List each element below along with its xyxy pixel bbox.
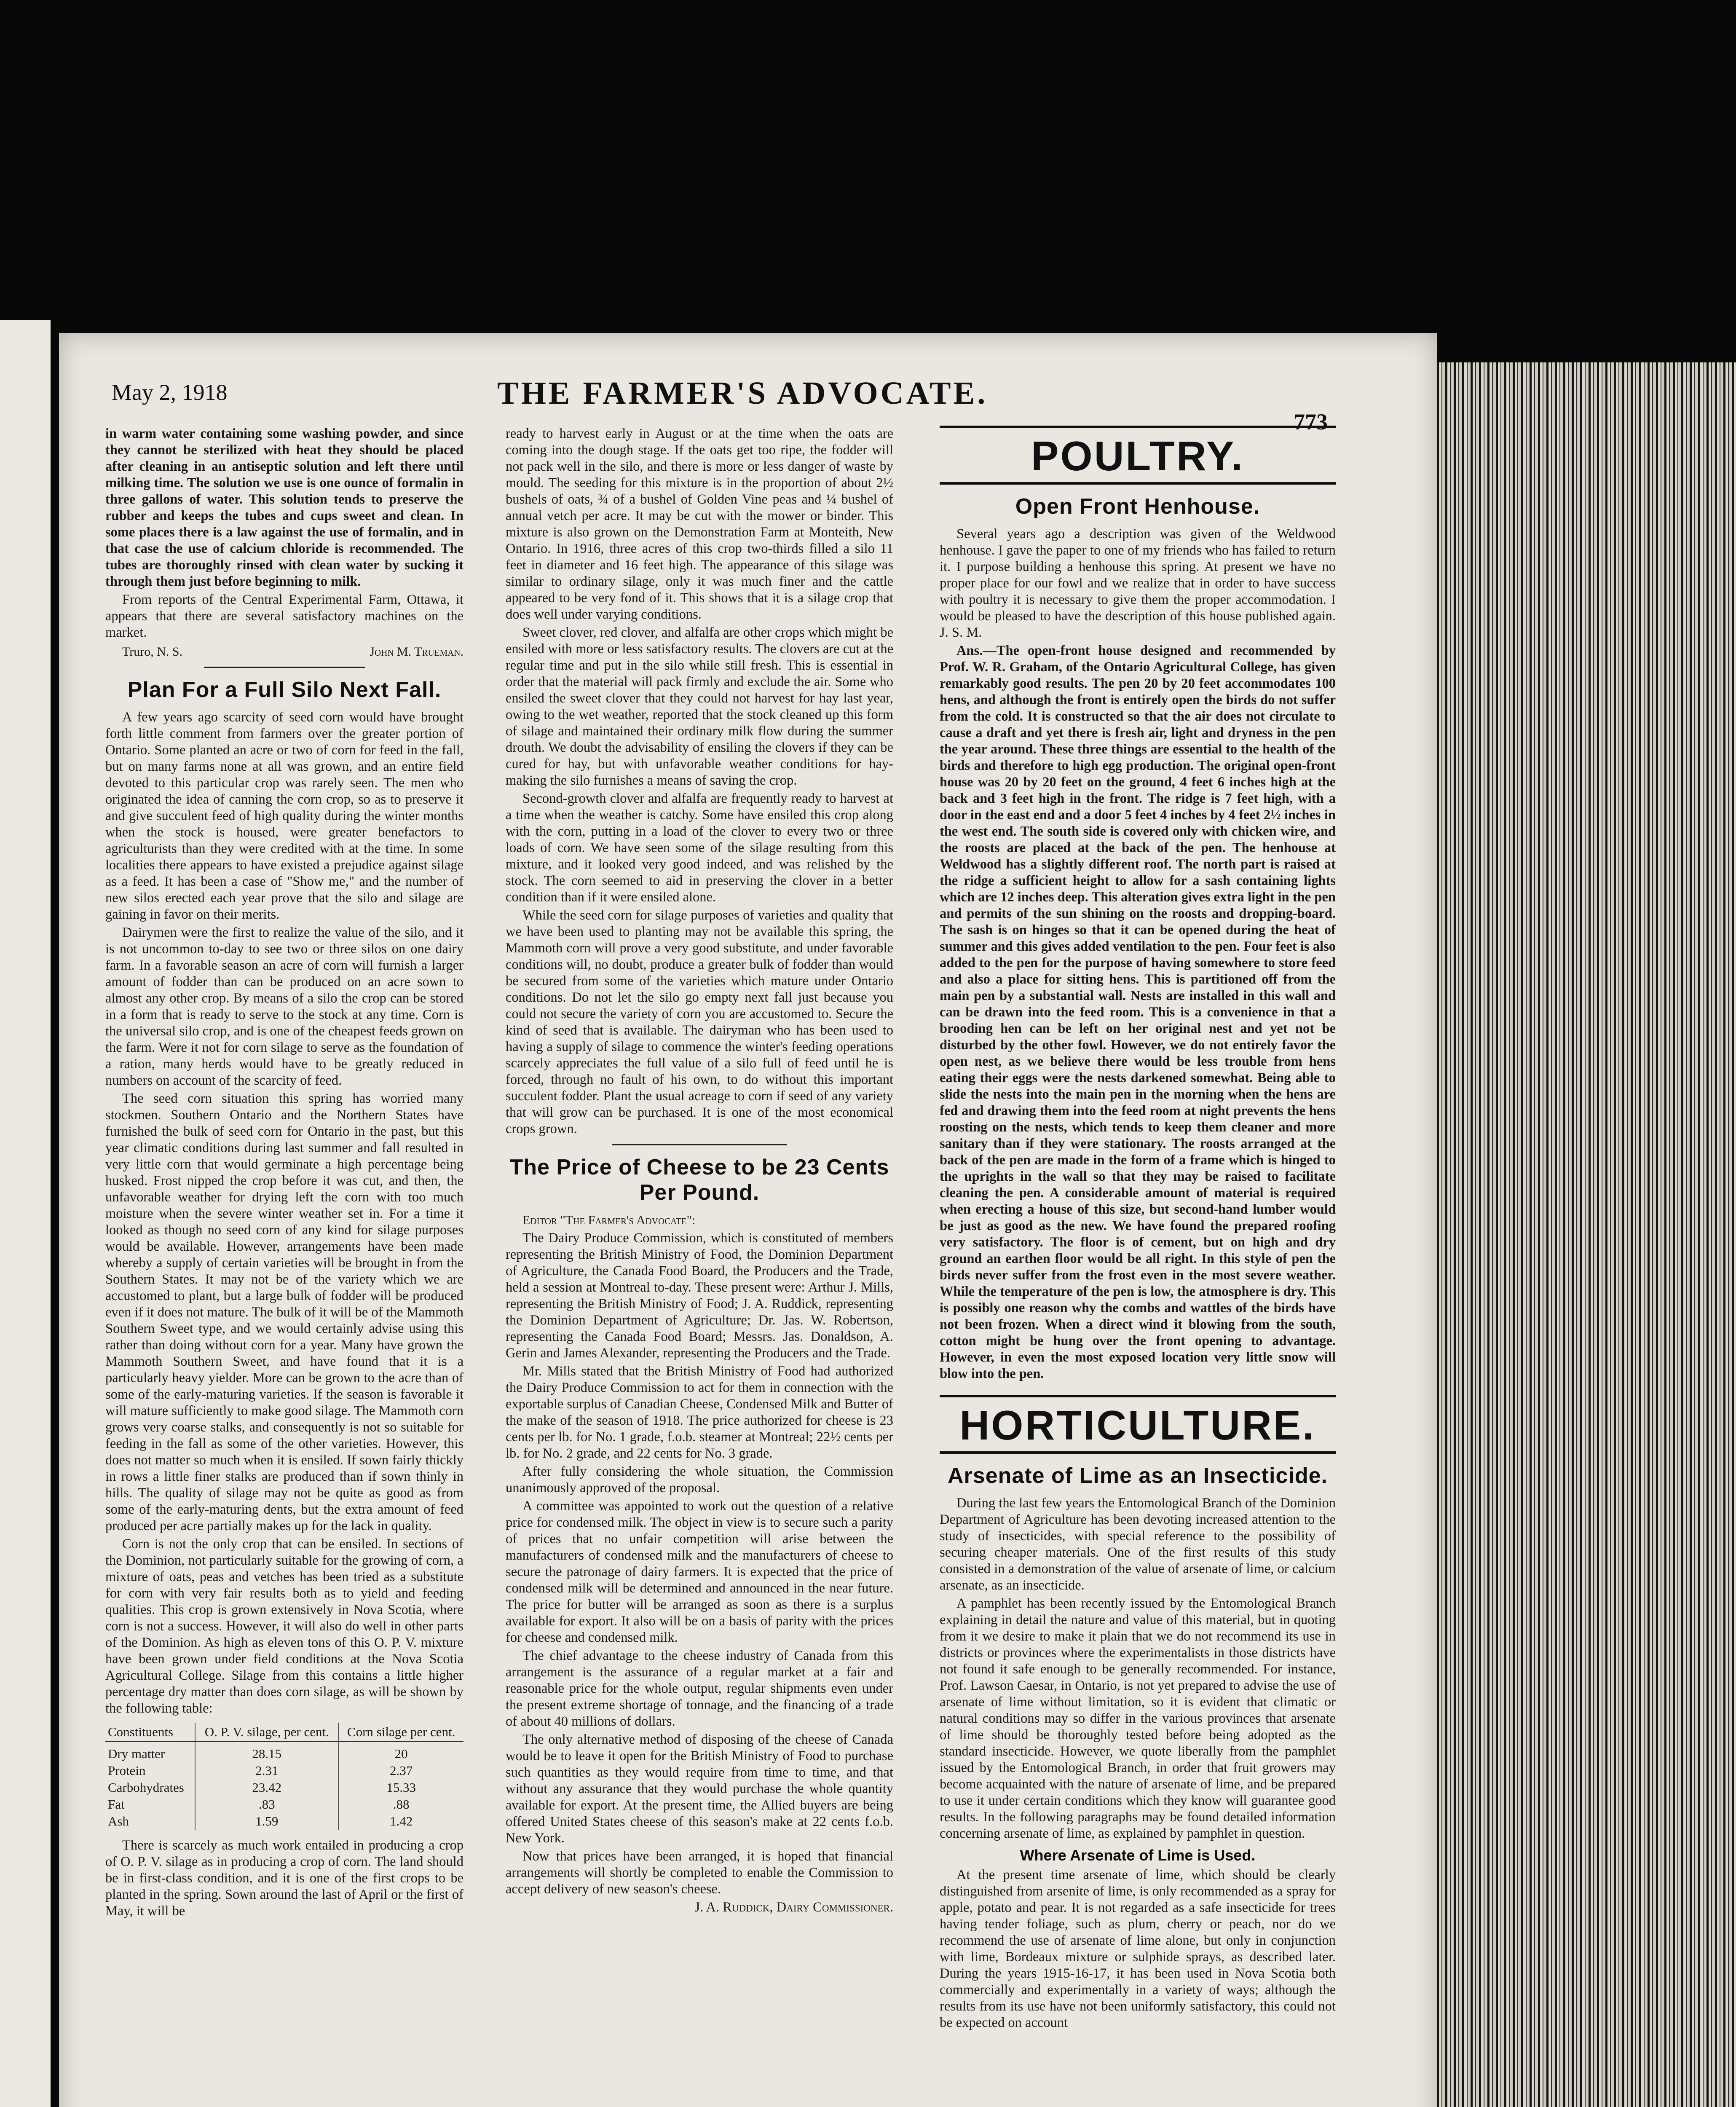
section-title-poultry: POULTRY.	[1031, 433, 1244, 479]
table-cell: Carbohydrates	[108, 1780, 184, 1795]
table-cell: 28.15	[195, 1742, 338, 1762]
paragraph: While the seed corn for silage purposes of varieties and quality that we have been used to planting may not be available this spring, the Mammoth corn will prove a very good substitute, and under favorable conditions will, no doubt, produce a greater bulk of fodder than would be secured from some of the varieties which mature under Ontario conditions. Do not let the silo go empty next fall just because you could not secure the variety of corn you are accustomed to. Secure the kind of seed that is available. The dairyman who has been used to having a supply of silage to commence the winter's feeding operations scarcely appreciates the full value of a silo full of feed until he is forced, through no fault of his own, to do without this important succulent fodder. Plant the usual acreage to corn if seed of any variety that will grow can be purchased. It is one of the most economical crops grown.	[506, 908, 893, 1137]
table-cell: 15.33	[338, 1779, 463, 1796]
paragraph: A committee was appointed to work out the question of a relative price for condensed milk. The object in view is to secure such a parity of prices that no unfair competition will arise between the manufacturers of condensed milk and the manufacturers of cheese to secure the patronage of dairy farmers. It is expected that the price of condensed milk will be determined and announced in the near future. The price for butter will be arranged as soon as there is a surplus available for export. It also will be on a basis of parity with the prices for cheese and condensed milk.	[506, 1498, 893, 1645]
table-header: Corn silage per cent.	[338, 1723, 463, 1742]
table-row	[105, 1762, 463, 1779]
paragraph: Mr. Mills stated that the British Ministry of Food had authorized the Dairy Produce Commission to act for them in connection with the exportable surplus of Canadian Cheese, Condensed Milk and Butter of the make of the season of 1918. The price authorized for cheese is 23 cents per lb. for No. 1 grade, f.o.b. steamer at Montreal; 22½ cents per lb. for No. 2 grade, and 22 cents for No. 3 grade.	[506, 1364, 893, 1461]
table-cell: .88	[338, 1796, 463, 1813]
table-cell: 20	[338, 1742, 463, 1762]
milker-care-paragraph: in warm water containing some washing powder, and since they cannot be sterilized with heat they should be placed after cleaning in an antiseptic solution and left there until milking time. The solution we use is one ounce of formalin in three gallons of water. This solution tends to preserve the rubber and keeps the tubes and cups sweet and clean. In some places there is a law against the use of formalin, and in that case the use of calcium chloride is recommended. The tubes are thoroughly rinsed with clean water by sucking it through them just before beginning to milk.	[105, 426, 463, 589]
signature-name: John M. Trueman.	[370, 645, 463, 659]
issue-date: May 2, 1918	[112, 380, 228, 405]
column-1	[105, 426, 463, 1921]
paragraph: The only alternative method of disposing of the cheese of Canada would be to leave it open for the British Ministry of Food to purchase such quantities as they would require from time to time, and that without any assurance that they would purchase the whole quantity available for export. At the present time, the Allied buyers are being offered United States cheese of this season's make at 22 cents f.o.b. New York.	[506, 1732, 893, 1846]
book-page-edges	[1437, 362, 1736, 2107]
paragraph: After fully considering the whole situation, the Commission unanimously approved of the proposal.	[506, 1464, 893, 1496]
column-3	[940, 426, 1336, 2033]
table-cell: 2.37	[338, 1762, 463, 1779]
column-2	[506, 426, 893, 1917]
table-header: Constituents	[105, 1723, 195, 1742]
table-cell: Fat	[108, 1797, 125, 1812]
reports-paragraph: From reports of the Central Experimental Farm, Ottawa, it appears that there are several satisfactory machines on the market.	[105, 592, 463, 640]
answer-paragraph: Ans.—The open-front house designed and recommended by Prof. W. R. Graham, of the Ontario Agricultural College, has given remarkably good results. The pen 20 by 20 feet accommodates 100 hens, and although the front is entirely open the birds do not suffer from the cold. It is constructed so that the air does not circulate to cause a draft and yet there is fresh air, light and dryness in the pen the year around. These three things are essential to the health of the birds and therefore to high egg production. The original open-front house was 20 by 20 feet on the ground, 4 feet 6 inches high at the back and 3 feet high in the front. The ridge is 7 feet high, with a door in the east end and a door 5 feet 4 inches by 4 feet 2½ inches in the west end. The south side is covered only with chicken wire, and the roosts are placed at the back of the pen. The henhouse at Weldwood has a slightly different roof. The north part is raised at the ridge a sufficient height to allow for a sash containing lights which are 12 inches deep. This alteration gives extra light in the pen and permits of the sun shining on the roosts and dropping-board. The sash is on hinges so that it can be opened during the heat of summer and this gives added ventilation to the pen. Four feet is also added to the pen for the purpose of having somewhere to store feed and also a place for sitting hens. This is partitioned off from the main pen by a substantial wall. Nests are installed in this wall and can be drawn into the feed room. This is a convenience in that a brooding hen can be left on her original nest and yet not be disturbed by the other fowl. However, we do not entirely favor the open nest, as we believe there would be less trouble from hens eating their eggs were the nests darkened somewhat. Being able to slide the nests into the main pen in the morning when the hens are fed and drawing them into the feed room at night prevents the hens roosting on the nests, which tends to keep them cleaner and more sanitary than if they were stationary. The roosts arranged at the back of the pen are made in the form of a frame which is hinged to the uprights in the wall so that they may be raised to facilitate cleaning the pen. A considerable amount of material is required when erecting a house of this size, but second-hand lumber would be just as good as the new. We have found the prepared roofing very satisfactory. The floor is of cement, but on high and dry ground an earthen floor would be all right. In this style of pen the birds never suffer from the frost even in the most severe weather. While the temperature of the pen is low, the atmosphere is dry. This is possibly one reason why the combs and wattles of the birds have not been frozen. When a direct wind it blowing from the south, cotton might be hung over the front opening to advantage. However, in even the most exposed location very little snow will blow into the pen.	[940, 643, 1336, 1381]
page-number: 773	[1294, 409, 1328, 434]
article-title-henhouse: Open Front Henhouse.	[1015, 494, 1260, 519]
signature-commissioner: J. A. Ruddick, Dairy Commissioner.	[694, 1900, 893, 1915]
table-row	[105, 1796, 463, 1813]
paragraph: The seed corn situation this spring has worried many stockmen. Southern Ontario and the Northern States have furnished the bulk of seed corn for Ontario in the past, but this year climatic conditions during last summer and fall resulted in very little corn that would germinate a high percentage being husked. Frost nipped the crop before it was cut, and then, the unfavorable weather for drying left the corn with too much moisture when the severe winter weather set in. For a time it looked as though no seed corn of any kind for silage purposes would be available. However, arrangements have been made whereby a supply of certain varieties will be brought in from the Southern States. It may not be of the variety which we are accustomed to plant, but a large bulk of fodder will be produced even if it does not mature. The bulk of it will be of the Mammoth Southern Sweet type, and we would certainly advise using this rather than doing without corn for a year. Many have grown the Mammoth Southern Sweet, and have found that it is a particularly heavy yielder. More can be grown to the acre than of some of the early-maturing varieties. If the season is favorable it will mature sufficiently to make good silage. The Mammoth corn grows very coarse stalks, and consequently is not so suitable for feeding in the fall as some of the other varieties. However, this does not matter so much when it is ensiled. If sown fairly thickly in rows a little finer stalks are produced than if sown thinly in hills. The quality of silage may not be quite as good as from some of the early-maturing dents, but the extra amount of feed produced per acre partially makes up for the lack in quality.	[105, 1091, 463, 1533]
left-page-edge	[0, 320, 51, 2107]
paragraph: A few years ago scarcity of seed corn would have brought forth little comment from farmers over the greater portion of Ontario. Some planted an acre or two of corn for feed in the fall, but on many farms none at all was grown, and an entire field devoted to this particular crop was rarely seen. The men who originated the idea of canning the corn crop, so as to preserve it and give succulent feed of high quality during the winter months when the stock is housed, were greater benefactors to agriculturists than they were credited with at the time. In some localities there appears to have existed a prejudice against silage as a feed. It has been a case of "Show me," and the number of new silos erected each year prove that the silo and silage are gaining in favor on their merits.	[105, 710, 463, 922]
subheading: Where Arsenate of Lime is Used.	[1020, 1847, 1256, 1864]
section-header-poultry	[940, 426, 1336, 485]
article-title-silo: Plan For a Full Silo Next Fall.	[127, 678, 442, 702]
signature-place: Truro, N. S.	[122, 645, 183, 659]
table-cell: 23.42	[195, 1779, 338, 1796]
paragraph: A pamphlet has been recently issued by the Entomological Branch explaining in detail the nature and value of this material, but in quoting from it we desire to make it plain that we do not recommend its use in districts or provinces where the experimentalists in those districts have not found it safe enough to be generally recommended. For instance, Prof. Lawson Caesar, in Ontario, is not yet prepared to advise the use of arsenate of lime without limitation, so it is evident that climatic or natural conditions may so differ in the various provinces that arsenate of lime should be thoroughly tested before being adopted as the standard insecticide. However, we quote liberally from the pamphlet issued by the Entomological Branch, in order that fruit growers may become acquainted with the nature of arsenate of lime, and be prepared to use it under certain conditions which they know will guarantee good results. In the following paragraphs may be found detailed information concerning arsenate of lime, as explained by pamphlet in question.	[940, 1596, 1336, 1841]
table-header: O. P. V. silage, per cent.	[195, 1723, 338, 1742]
table-cell: Ash	[108, 1814, 129, 1828]
table-cell: 1.42	[338, 1813, 463, 1830]
paragraph: Now that prices have been arranged, it is hoped that financial arrangements will shortly be completed to enable the Commission to accept delivery of new season's cheese.	[506, 1849, 893, 1897]
table-cell: .83	[195, 1796, 338, 1813]
paragraph: At the present time arsenate of lime, which should be clearly distinguished from arsenite of lime, is only recommended as a spray for apple, potato and pear. It is not regarded as a safe insecticide for trees having tender foliage, such as plum, cherry or peach, nor do we recommend the use of arsenate of lime alone, but only in conjunction with lime, Bordeaux mixture or sulphide sprays, as described later. During the years 1915-16-17, it has been used in Nova Scotia both commercially and experimentally in a variety of ways; although the results from its use have not been uniformly satisfactory, this could not be expected on account	[940, 1867, 1336, 2030]
table-row	[105, 1779, 463, 1796]
article-title-cheese: The Price of Cheese to be 23 Cents Per Pound.	[509, 1155, 889, 1205]
table-row	[105, 1742, 463, 1762]
table-row	[105, 1813, 463, 1830]
paragraph: Second-growth clover and alfalfa are frequently ready to harvest at a time when the weather is catchy. Some have ensiled this crop along with the corn, putting in a load of the clover to every two or three loads of corn. We have seen some of the silage resulting from this mixture, and it looked very good indeed, and was relished by the stock. The corn seemed to aid in preserving the clover in a better condition than if it were ensiled alone.	[506, 791, 893, 905]
paragraph: Sweet clover, red clover, and alfalfa are other crops which might be ensiled with more or less satisfactory results. The clovers are cut at the regular time and put in the silo while still fresh. This is essential in order that the material will pack firmly and exclude the air. Some who ensiled the sweet clover that they could not harvest for hay last year, owing to the wet weather, reported that the stock cleaned up this form of silage and maintained their ordinary milk flow during the summer drouth. We doubt the advisability of ensiling the clovers if they can be cured for hay, but with unfavorable weather conditions for hay-making the silo furnishes a means of saving the crop.	[506, 625, 893, 788]
paragraph: There is scarcely as much work entailed in producing a crop of O. P. V. silage as in producing a crop of corn. The land should be in first-class condition, and it is one of the first crops to be planted in the spring. Sown around the last of April or the first of May, it will be	[105, 1838, 463, 1919]
silage-composition-table	[105, 1723, 463, 1830]
paragraph: ready to harvest early in August or at the time when the oats are coming into the dough stage. If the oats get too ripe, the fodder will not pack well in the silo, and there is more or less danger of waste by mould. The seeding for this mixture is in the proportion of about 2½ bushels of oats, ¾ of a bushel of Golden Vine peas and ¼ bushel of annual vetch per acre. It may be cut with the mower or binder. This mixture is also grown on the Demonstration Farm at Monteith, New Ontario. In 1916, three acres of this crop two-thirds filled a silo 11 feet in diameter and 16 feet high. The appearance of this silage was similar to ordinary silage, only it was much finer and the cattle appeared to be very fond of it. This shows that it is a silage crop that does well under varying conditions.	[506, 426, 893, 622]
divider	[612, 1144, 787, 1145]
section-header-horticulture	[940, 1395, 1336, 1454]
paragraph: Dairymen were the first to realize the value of the silo, and it is not uncommon to-day to see two or three silos on one dairy farm. In a favorable season an acre of corn will furnish a larger amount of fodder than can be produced on an acre sown to almost any other crop. By means of a silo the crop can be stored in a form that is ready to serve to the stock at any time. Corn is the universal silo crop, and is one of the cheapest feeds grown on the farm. Were it not for corn silage to serve as the foundation of a ration, many herds would have to be greatly reduced in numbers on account of the scarcity of feed.	[105, 925, 463, 1088]
section-title-horticulture: HORTICULTURE.	[959, 1402, 1316, 1448]
author-signature	[122, 643, 463, 660]
masthead: THE FARMER'S ADVOCATE.	[497, 375, 988, 411]
paragraph: The Dairy Produce Commission, which is constituted of members representing the British Ministry of Food, the Dominion Department of Agriculture, the Canada Food Board, the Producers and the Trade, held a session at Montreal to-day. These present were: Arthur J. Mills, representing the British Ministry of Food; J. A. Ruddick, representing the Dominion Department of Agriculture; Dr. Jas. W. Robertson, representing the Canada Food Board; Messrs. Jas. Donaldson, A. Gerin and James Alexander, representing the Producers and the Trade.	[506, 1230, 893, 1361]
paragraph: Corn is not the only crop that can be ensiled. In sections of the Dominion, not particularly suitable for the growing of corn, a mixture of oats, peas and vetches has been tried as a substitute for corn with very fair results both as to yield and feeding qualities. This crop is grown extensively in Nova Scotia, where corn is not a success. However, it will also do well in other parts of the Dominion. As high as eleven tons of this O. P. V. mixture have been grown under field conditions at the Nova Scotia Agricultural College. Silage from this contains a little higher percentage dry matter than does corn silage, as will be shown by the following table:	[105, 1536, 463, 1716]
paragraph: The chief advantage to the cheese industry of Canada from this arrangement is the assurance of a regular market at a fair and reasonable price for the whole output, regular shipments even under the present extreme shortage of tonnage, and the financing of a trade of about 40 millions of dollars.	[506, 1648, 893, 1729]
table-cell: 2.31	[195, 1762, 338, 1779]
table-cell: Protein	[108, 1763, 146, 1778]
paragraph: During the last few years the Entomological Branch of the Dominion Department of Agriculture has been devoting increased attention to the study of insecticides, with special reference to the possibility of securing cheaper materials. One of the first results of this study consisted in a demonstration of the value of arsenate of lime, or calcium arsenate, as an insecticide.	[940, 1496, 1336, 1593]
divider	[204, 667, 365, 668]
table-cell: 1.59	[195, 1813, 338, 1830]
table-cell: Dry matter	[108, 1746, 165, 1761]
reader-question: Several years ago a description was given of the Weldwood henhouse. I gave the paper to one of my friends who has failed to return it. I purpose building a henhouse this spring. At present we have no proper place for our fowl and we realize that in order to have success with poultry it is necessary to give them the proper accommodation. I would be pleased to have the description of this house published again. J. S. M.	[940, 526, 1336, 640]
salutation: Editor "The Farmer's Advocate":	[522, 1213, 696, 1227]
article-title-arsenate: Arsenate of Lime as an Insecticide.	[948, 1464, 1328, 1488]
